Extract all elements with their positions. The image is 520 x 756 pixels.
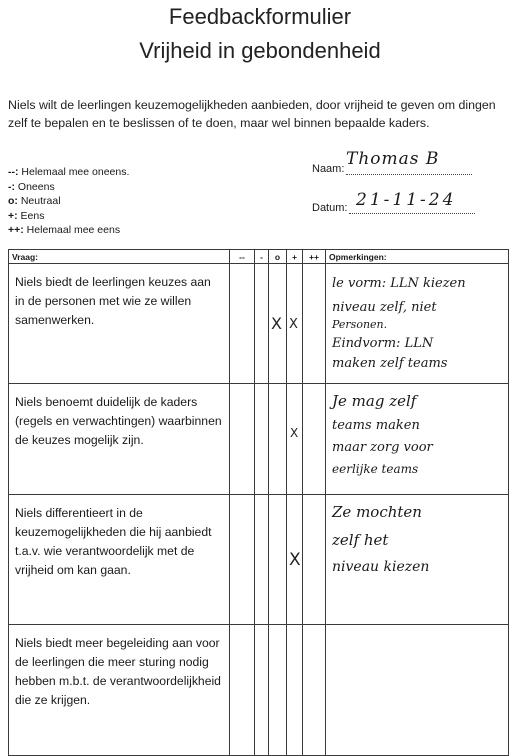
- question-cell: Niels benoemt duidelijk de kaders (regels en verwachtingen) waarbinnen de keuzes mogelijk zijn.: [9, 384, 230, 495]
- rating-cell[interactable]: [230, 495, 255, 625]
- table-header-row: [9, 250, 509, 264]
- remark-line: Eindvorm: LLN: [332, 336, 434, 351]
- remarks-cell[interactable]: [326, 495, 509, 625]
- remark-line: Je mag zelf: [332, 392, 417, 410]
- rating-legend: [8, 165, 129, 238]
- date-value: 21-11-24: [356, 190, 457, 210]
- rating-cell[interactable]: [303, 625, 326, 756]
- rating-cell[interactable]: [230, 625, 255, 756]
- feedback-table: [8, 249, 509, 756]
- rating-cell[interactable]: [287, 384, 303, 495]
- date-label: Datum:: [312, 202, 348, 214]
- question-cell: Niels biedt meer begeleiding aan voor de leerlingen die meer sturing nodig hebben m.b.t. de verantwoordelijkheid die ze krijgen.: [9, 625, 230, 756]
- rating-cell[interactable]: [255, 625, 269, 756]
- scale-header: o: [269, 250, 287, 264]
- rating-cell[interactable]: [269, 625, 287, 756]
- intro-text: Niels wilt de leerlingen keuzemogelijkheden aanbieden, door vrijheid te geven om dingen zelf te bepalen en te beslissen of te doen, maar wel binnen bepaalde kaders.: [8, 98, 496, 130]
- rating-cell[interactable]: [303, 264, 326, 384]
- remark-line: niveau kiezen: [332, 559, 430, 575]
- scale-header: ++: [303, 250, 326, 264]
- form-title: Feedbackformulier: [168, 4, 352, 29]
- rating-cell[interactable]: [230, 384, 255, 495]
- table-row: [9, 495, 509, 625]
- rating-cell[interactable]: [303, 495, 326, 625]
- legend-item: -: Oneens: [8, 180, 55, 193]
- remark-line: maken zelf teams: [332, 356, 448, 371]
- question-cell: Niels differentieert in de keuzemogelijkheden die hij aanbiedt t.a.v. wie verantwoordelijk met de vrijheid om kan gaan.: [9, 495, 230, 625]
- remark-line: maar zorg voor: [332, 440, 433, 455]
- remark-line: le vorm: LLN kiezen: [332, 276, 466, 291]
- checkmark-x: X: [289, 550, 301, 570]
- remarks-cell[interactable]: [326, 625, 509, 756]
- remark-line: Personen.: [332, 318, 388, 331]
- rating-cell[interactable]: [287, 264, 303, 384]
- remarks-cell[interactable]: [326, 264, 509, 384]
- rating-cell[interactable]: [255, 264, 269, 384]
- table-row: [9, 264, 509, 384]
- rating-cell[interactable]: [255, 495, 269, 625]
- rating-cell[interactable]: [269, 264, 287, 384]
- table-row: [9, 625, 509, 756]
- remark-line: zelf het: [332, 531, 389, 549]
- checkmark-x: X: [290, 426, 299, 440]
- remark-line: niveau zelf, niet: [332, 300, 437, 315]
- rating-cell[interactable]: [287, 625, 303, 756]
- remarks-cell[interactable]: [326, 384, 509, 495]
- date-field[interactable]: [312, 190, 475, 214]
- rating-cell[interactable]: [269, 495, 287, 625]
- name-field[interactable]: [312, 149, 472, 175]
- legend-item: --: Helemaal mee oneens.: [8, 166, 130, 178]
- rating-cell[interactable]: [287, 495, 303, 625]
- scale-header: --: [230, 250, 255, 264]
- remark-line: eerlijke teams: [332, 462, 419, 476]
- rating-cell[interactable]: [230, 264, 255, 384]
- question-cell: Niels biedt de leerlingen keuzes aan in de personen met wie ze willen samenwerken.: [9, 264, 230, 384]
- legend-item: o: Neutraal: [8, 195, 61, 208]
- scale-header: -: [255, 250, 269, 264]
- checkmark-x: X: [271, 314, 282, 333]
- legend-item: +: Eens: [8, 209, 45, 222]
- legend-item: ++: Helemaal mee eens: [8, 224, 121, 237]
- scale-header: +: [287, 250, 303, 264]
- rating-cell[interactable]: [303, 384, 326, 495]
- remark-line: Ze mochten: [332, 503, 422, 521]
- remark-line: teams maken: [332, 418, 420, 433]
- table-row: [9, 384, 509, 495]
- rating-cell[interactable]: [269, 384, 287, 495]
- form-subtitle: Vrijheid in gebondenheid: [139, 38, 381, 63]
- rating-cell[interactable]: [255, 384, 269, 495]
- name-label: Naam:: [312, 163, 345, 175]
- remarks-column-header: Opmerkingen:: [326, 250, 509, 264]
- question-column-header: Vraag:: [9, 250, 230, 264]
- name-value: Thomas B: [346, 149, 440, 169]
- checkmark-x: X: [289, 317, 298, 332]
